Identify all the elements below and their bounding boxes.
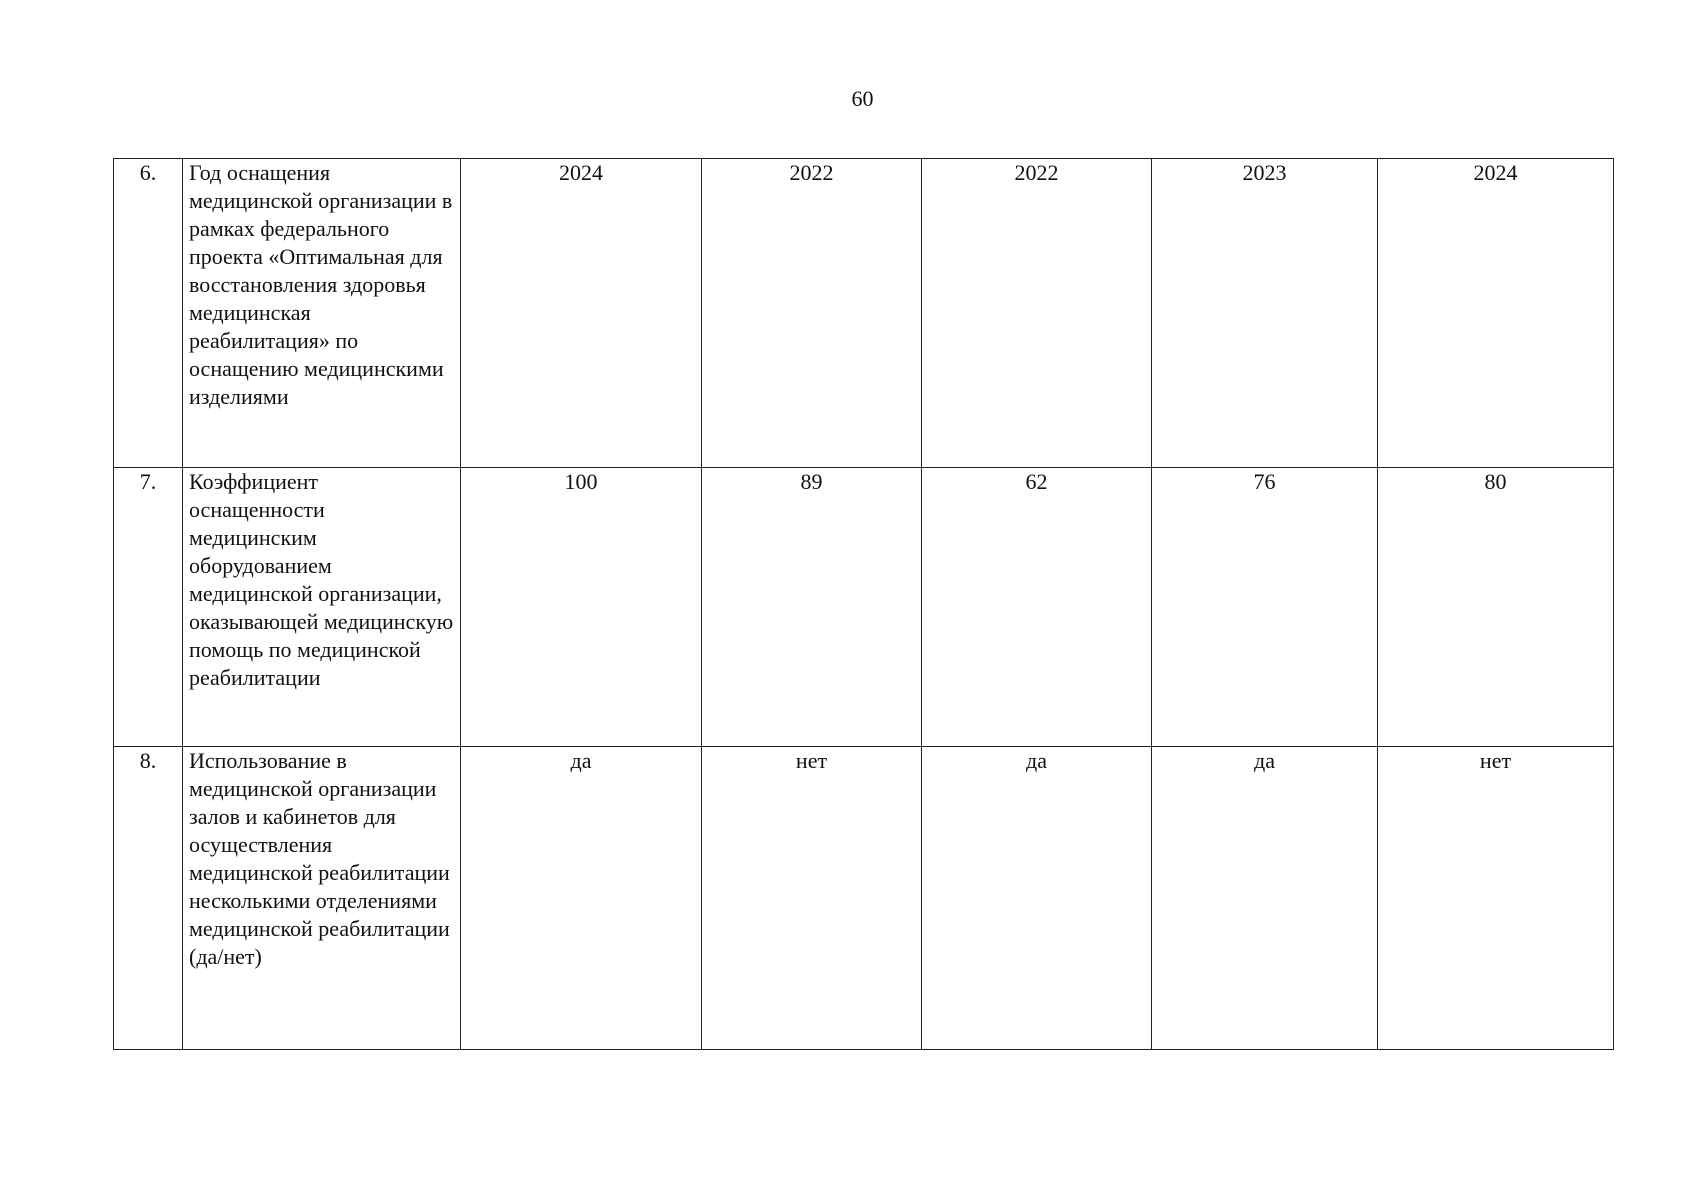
row-value: нет (1378, 747, 1614, 1050)
row-value: да (1152, 747, 1378, 1050)
indicators-table (113, 158, 1614, 1050)
row-number: 8. (114, 747, 183, 1050)
row-value: 80 (1378, 468, 1614, 747)
row-value: 76 (1152, 468, 1378, 747)
row-value: да (922, 747, 1152, 1050)
row-label: Год оснащения медицинской организации в рамках федерального проекта «Оптимальная для восстановления здоровья медицинская реабилитация» по оснащению медицинскими изделиями (183, 159, 461, 468)
table-row (114, 468, 1614, 747)
table-row (114, 159, 1614, 468)
row-value: нет (702, 747, 922, 1050)
row-value: 89 (702, 468, 922, 747)
row-value: да (461, 747, 702, 1050)
row-value: 2024 (461, 159, 702, 468)
row-value: 2024 (1378, 159, 1614, 468)
row-value: 2023 (1152, 159, 1378, 468)
row-label: Коэффициент оснащенности медицинским оборудованием медицинской организации, оказывающей медицинскую помощь по медицинской реабилитации (183, 468, 461, 747)
row-value: 100 (461, 468, 702, 747)
row-number: 7. (114, 468, 183, 747)
row-number: 6. (114, 159, 183, 468)
row-label: Использование в медицинской организации залов и кабинетов для осуществления медицинской реабилитации несколькими отделениями медицинской реабилитации (да/нет) (183, 747, 461, 1050)
row-value: 2022 (922, 159, 1152, 468)
table-row (114, 747, 1614, 1050)
page-number: 60 (851, 86, 874, 111)
row-value: 62 (922, 468, 1152, 747)
row-value: 2022 (702, 159, 922, 468)
